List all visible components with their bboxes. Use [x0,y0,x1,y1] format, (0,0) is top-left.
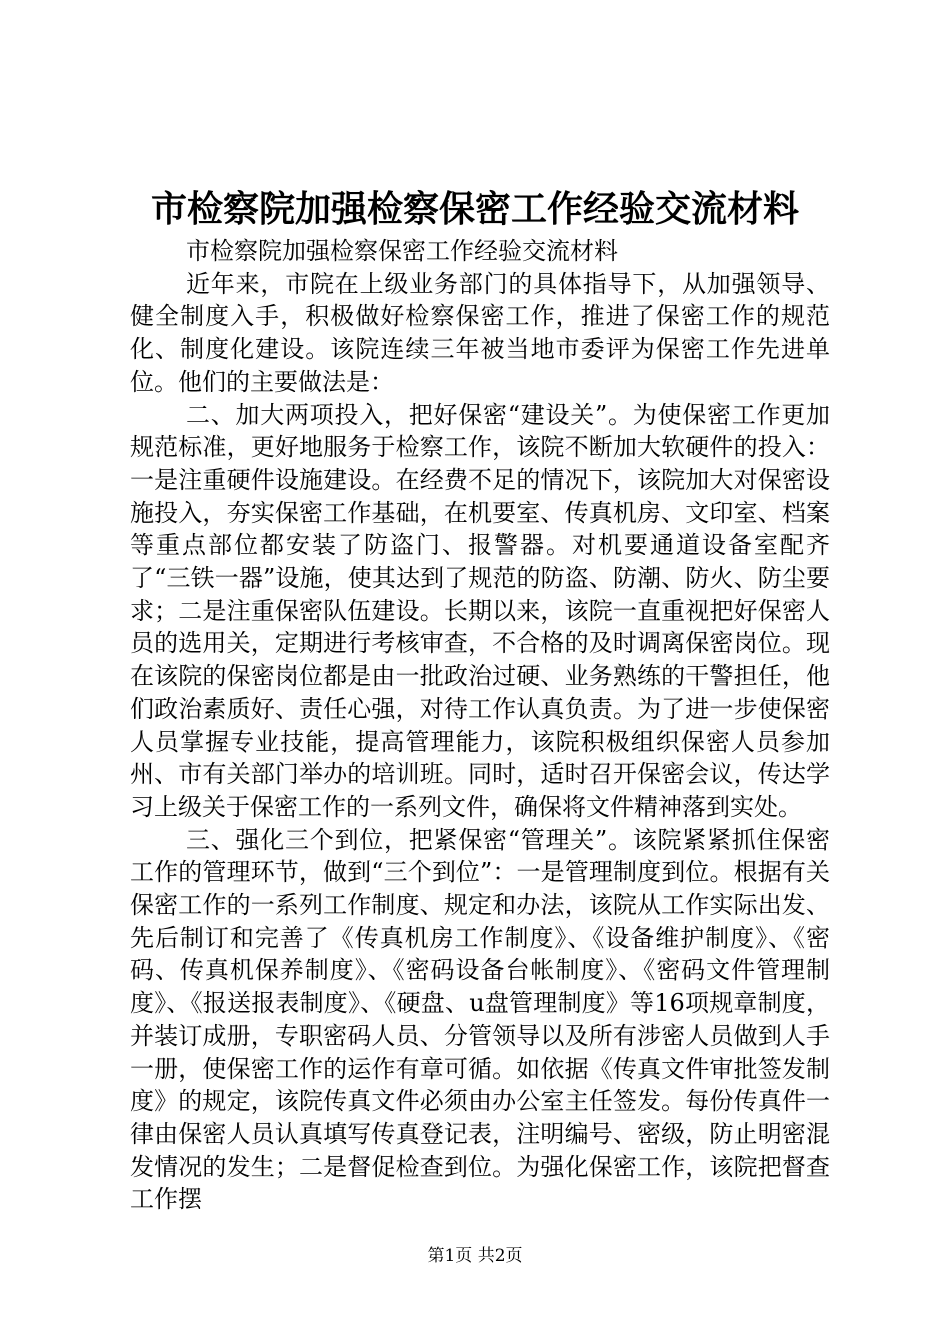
document-title: 市检察院加强检察保密工作经验交流材料 [150,188,799,230]
page-number-footer: 第1页 共2页 [427,1246,523,1266]
document-body [130,235,830,1216]
intro-paragraph: 近年来，市院在上级业务部门的具体指导下，从加强领导、健全制度入手，积极做好检察保密工作，推进了保密工作的规范化、制度化建设。该院连续三年被当地市委评为保密工作先进单位。他们的主要做法是： [130,269,830,396]
subtitle-paragraph: 市检察院加强检察保密工作经验交流材料 [186,237,618,265]
section-two-paragraph: 二、加大两项投入，把好保密“建设关”。为使保密工作更加规范标准，更好地服务于检察工作，该院不断加大软硬件的投入：一是注重硬件设施建设。在经费不足的情况下，该院加大对保密设施投入，夯实保密工作基础，在机要室、传真机房、文印室、档案等重点部位都安装了防盗门、报警器。对机要通道设备室配齐了“三铁一器”设施，使其达到了规范的防盗、防潮、防火、防尘要求；二是注重保密队伍建设。长期以来，该院一直重视把好保密人员的选用关，定期进行考核审查，不合格的及时调离保密岗位。现在该院的保密岗位都是由一批政治过硬、业务熟练的干警担任，他们政治素质好、责任心强，对待工作认真负责。为了进一步使保密人员掌握专业技能，提高管理能力，该院积极组织保密人员参加州、市有关部门举办的培训班。同时，适时召开保密会议，传达学习上级关于保密工作的一系列文件，确保将文件精神落到实处。 [130,400,830,821]
section-three-paragraph: 三、强化三个到位，把紧保密“管理关”。该院紧紧抓住保密工作的管理环节，做到“三个到位”：一是管理制度到位。根据有关保密工作的一系列工作制度、规定和办法，该院从工作实际出发、先后制订和完善了《传真机房工作制度》、《设备维护制度》、《密码、传真机保养制度》、《密码设备台帐制度》、《密码文件管理制度》、《报送报表制度》、《硬盘、u盘管理制度》等16项规章制度，并装订成册，专职密码人员、分管领导以及所有涉密人员做到人手一册，使保密工作的运作有章可循。如依据《传真文件审批签发制度》的规定，该院传真文件必须由办公室主任签发。每份传真件一律由保密人员认真填写传真登记表，注明编号、密级，防止明密混发情况的发生；二是督促检查到位。为强化保密工作，该院把督查工作摆 [130,825,830,1214]
